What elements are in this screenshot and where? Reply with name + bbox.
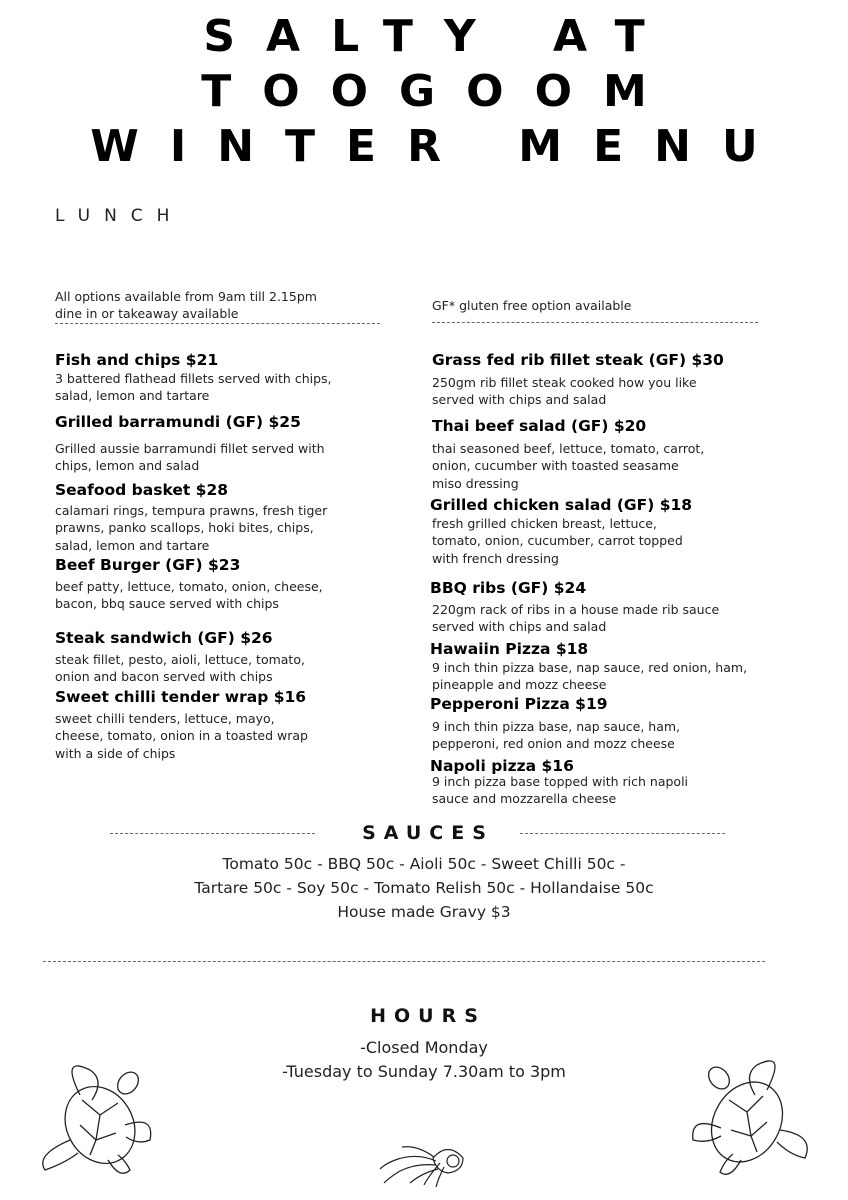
menu-item-description: fresh grilled chicken breast, lettuce, tomato, onion, cucumber, carrot topped with french dressing — [432, 516, 683, 566]
section-divider — [43, 961, 765, 962]
menu-item-name: BBQ ribs (GF) $24 — [430, 579, 587, 597]
divider-left — [55, 323, 380, 324]
jellyfish-icon — [378, 1133, 473, 1188]
menu-item-description: sweet chilli tenders, lettuce, mayo, cheese, tomato, onion in a toasted wrap with a side of chips — [55, 711, 308, 761]
menu-item-name: Pepperoni Pizza $19 — [430, 695, 608, 713]
menu-item-description: Grilled aussie barramundi fillet served with chips, lemon and salad — [55, 441, 325, 474]
sauces-line: Tomato 50c - BBQ 50c - Aioli 50c - Sweet Chilli 50c - — [222, 855, 626, 873]
menu-item-description: steak fillet, pesto, aioli, lettuce, tomato, onion and bacon served with chips — [55, 652, 305, 685]
menu-item-name: Steak sandwich (GF) $26 — [55, 629, 273, 647]
hours-line: -Tuesday to Sunday 7.30am to 3pm — [282, 1062, 566, 1081]
gluten-free-note: GF* gluten free option available — [432, 298, 632, 313]
menu-item-description: calamari rings, tempura prawns, fresh tiger prawns, panko scallops, hoki bites, chips, salad, lemon and tartare — [55, 503, 328, 553]
menu-item-description: thai seasoned beef, lettuce, tomato, carrot, onion, cucumber with toasted seasame miso dressing — [432, 441, 705, 491]
hours-line: -Closed Monday — [360, 1038, 488, 1057]
menu-item-name: Grilled chicken salad (GF) $18 — [430, 496, 693, 514]
menu-title-line-3: WINTER MENU — [90, 121, 789, 172]
availability-note-line2: dine in or takeaway available — [55, 306, 239, 321]
menu-item-description: beef patty, lettuce, tomato, onion, cheese, bacon, bbq sauce served with chips — [55, 579, 323, 612]
menu-item-name: Grass fed rib fillet steak (GF) $30 — [432, 351, 724, 369]
menu-item-name: Beef Burger (GF) $23 — [55, 556, 241, 574]
sauces-line: House made Gravy $3 — [337, 903, 511, 921]
sauces-line: Tartare 50c - Soy 50c - Tomato Relish 50c - Hollandaise 50c — [194, 879, 654, 897]
sauces-divider-right — [520, 833, 725, 834]
menu-item-description: 250gm rib fillet steak cooked how you like served with chips and salad — [432, 375, 697, 408]
menu-item-name: Fish and chips $21 — [55, 351, 219, 369]
menu-item-name: Grilled barramundi (GF) $25 — [55, 413, 301, 431]
menu-item-name: Hawaiin Pizza $18 — [430, 640, 589, 658]
availability-note-line1: All options available from 9am till 2.15pm — [55, 289, 317, 304]
menu-title-line-2: TOOGOOM — [201, 66, 678, 117]
menu-item-name: Seafood basket $28 — [55, 481, 229, 499]
section-heading-lunch: LUNCH — [55, 206, 184, 226]
divider-right — [432, 322, 758, 323]
turtle-icon — [685, 1040, 820, 1180]
menu-item-description: 220gm rack of ribs in a house made rib sauce served with chips and salad — [432, 602, 720, 635]
menu-title-line-1: SALTY AT — [203, 11, 676, 62]
menu-item-name: Napoli pizza $16 — [430, 757, 574, 775]
menu-item-name: Sweet chilli tender wrap $16 — [55, 688, 307, 706]
menu-item-description: 9 inch thin pizza base, nap sauce, red onion, ham, pineapple and mozz cheese — [432, 660, 748, 693]
menu-item-description: 9 inch pizza base topped with rich napoli sauce and mozzarella cheese — [432, 774, 689, 807]
hours-heading: HOURS — [370, 1005, 486, 1027]
turtle-icon — [30, 1045, 160, 1180]
menu-item-description: 3 battered flathead fillets served with chips, salad, lemon and tartare — [55, 371, 332, 404]
sauces-heading: SAUCES — [362, 822, 494, 844]
menu-item-name: Thai beef salad (GF) $20 — [432, 417, 647, 435]
menu-item-description: 9 inch thin pizza base, nap sauce, ham, pepperoni, red onion and mozz cheese — [432, 719, 681, 752]
